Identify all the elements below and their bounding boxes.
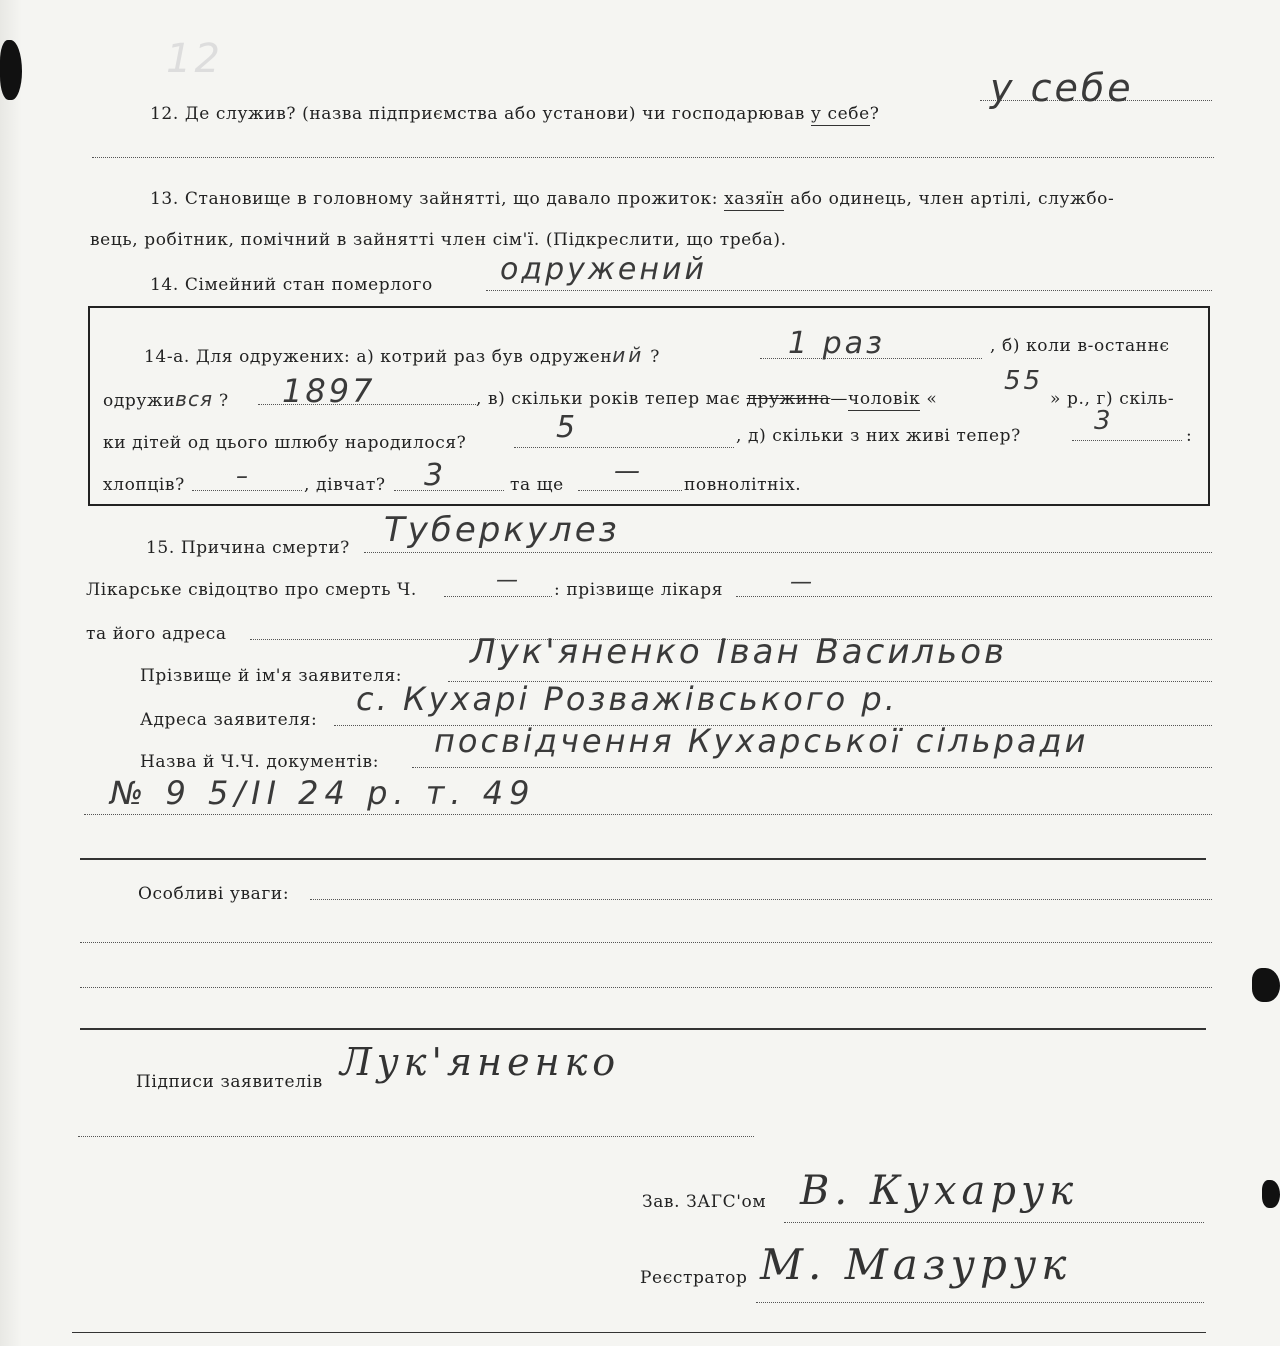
q14a-struck-option: дружина [746,389,831,409]
documents-line [412,767,1212,768]
registrar-signature-line [756,1302,1204,1303]
q14a-line-3: ки дітей од цього шлюбу народилося? [103,433,467,453]
q12-label [150,104,880,124]
q14-label: 14. Сімейний стан померлого [150,275,433,295]
applicant-name-label: Прізвище й ім'я заявителя: [140,666,403,686]
documents-line-2 [84,814,1212,815]
q14a-times-married: 1 раз [788,326,886,361]
medical-doctor-label: : прізвище лікаря [554,580,724,600]
medical-doctor: — [790,570,815,595]
remarks-label: Особливі уваги: [138,884,290,904]
q15-label: 15. Причина смерти? [146,538,350,558]
documents-label: Назва й Ч.Ч. документів: [140,752,380,772]
bottom-edge-line [72,1332,1206,1333]
scan-blot [1262,1180,1280,1208]
q14a-line-3-end: : [1186,426,1193,446]
q14a-qmark: ? [219,391,229,411]
applicant-signature: Лук'яненко [340,1040,621,1084]
q14-answer-line [486,290,1212,291]
head-label: Зав. ЗАГС'ом [642,1192,767,1212]
q14a-girls: 3 [424,458,447,493]
remarks-line-1 [310,899,1212,900]
q13-text-suffix: або одинець, член артілі, службо- [790,189,1115,209]
scan-blot [1252,968,1280,1002]
q14a-spouse-age: 55 [1004,366,1044,396]
q14a-alive-line [1072,440,1182,441]
q14a-line-1 [144,345,660,367]
q14a-children-alive: 3 [1094,406,1114,436]
medical-label: Лікарське свідоцтво про смерть Ч. [86,580,417,600]
q14a-line-4-mid: , дівчат? [304,475,386,495]
q12-underlined-choice: у себе [810,104,870,124]
q14a-line-2 [103,389,229,411]
applicant-address: с. Кухарі Розважівського р. [356,680,898,718]
registrar-signature: М. Мазурук [760,1240,1072,1289]
scan-blot [0,40,22,100]
registrar-label: Реєстратор [640,1268,748,1288]
q14a-text: р., г) скіль- [1067,389,1175,409]
q14a-line-1-end: , б) коли в-останнє [990,336,1170,356]
q15-answer-line [364,552,1212,553]
q14-answer: одружений [500,252,707,287]
q14a-line-4-end: повнолітніх. [684,475,802,495]
q14a-text: , в) скільки років тепер має [476,389,741,409]
q14a-line-3-mid: , д) скільки з них живі тепер? [736,426,1021,446]
q14a-children-born: 5 [556,410,579,445]
q14a-qmark: ? [650,347,660,367]
q14a-boys-line [192,490,302,491]
medical-doctor-line [736,596,1212,597]
applicant-name: Лук'яненко Іван Васильов [470,632,1008,672]
q14a-quote: » [1050,389,1062,409]
applicant-signature-label: Підписи заявителів [136,1072,323,1092]
scan-edge [0,0,22,1346]
q14a-year-married: 1897 [282,372,376,410]
q13-line-1 [150,189,1114,209]
q14a-girls-line [394,490,504,491]
q13-line-2: вець, робітник, помічний в зайнятті член сім'ї. (Підкреслити, що треба). [90,230,787,250]
q14a-children-line [514,447,734,448]
medical-number: — [496,568,521,593]
q14a-line-4-mid-2: та ще [510,475,564,495]
corner-mark: 12 [166,36,223,82]
remarks-line-3 [80,987,1212,988]
q12-answer: у себе [990,66,1134,110]
q14a-underlined-option: чоловік [848,389,921,409]
q13-text: 13. Становище в головному зайнятті, що давало прожиток: [150,189,719,209]
q14a-ending: ий [612,343,645,367]
q13-underlined-choice: хазяїн [724,189,785,209]
remarks-line-2 [80,942,1212,943]
q12-text: 12. Де служив? (назва підприємства або установи) чи господарював [150,104,805,124]
q14a-line-4: хлопців? [103,475,185,495]
section-divider [80,1028,1206,1030]
q12-answer-line-2 [92,157,1214,158]
section-divider [80,858,1206,860]
q14a-text: 14-а. Для одружених: а) котрий раз був одружен [144,347,613,367]
q14a-adult: — [614,456,643,486]
applicant-address-label: Адреса заявителя: [140,710,318,730]
head-signature-line [784,1222,1204,1223]
doctor-address-label: та його адреса [86,624,227,644]
documents-value: посвідчення Кухарської сільради [434,722,1089,760]
q15-cause-of-death: Туберкулез [384,510,620,550]
q14a-ending: вся [175,387,213,411]
q12-suffix: ? [869,104,880,124]
q14a-quote: « [926,389,938,409]
medical-number-line [444,596,552,597]
applicant-signature-line [78,1136,754,1137]
head-signature: В. Кухарук [800,1168,1079,1214]
q14a-line-2-mid [476,389,937,409]
q14a-adult-line [578,490,682,491]
documents-value-2: № 9 5/ІІ 24 р. т. 49 [110,774,536,812]
q14a-dash: — [830,389,849,409]
q14a-boys: – [236,462,251,490]
q14a-text: одружи [103,391,176,411]
